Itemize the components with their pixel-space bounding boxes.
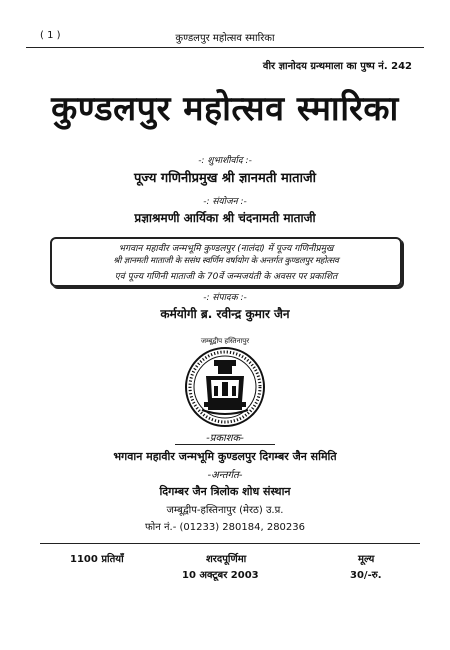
under-label: -अन्तर्गत- — [207, 470, 243, 481]
coordination-label: -: संयोजन :- — [203, 197, 247, 207]
occasion-day: शरदपूर्णिमा — [206, 554, 247, 565]
page-number: ( 1 ) — [40, 30, 61, 41]
page-title: कुण्डलपुर महोत्सव स्मारिका — [51, 89, 399, 129]
price-label: मूल्य — [358, 554, 375, 565]
publisher-label: -प्रकाशक- — [175, 430, 275, 445]
institution-seal-icon — [184, 346, 266, 428]
publication-date: 10 अक्टूबर 2003 — [182, 570, 259, 581]
phone-line: फोन नं.- (01233) 280184, 280236 — [144, 522, 306, 533]
occasion-line-1: भगवान महावीर जन्मभूमि कुण्डलपुर (नालंदा) में पूज्य गणिनीप्रमुख — [118, 244, 334, 254]
emblem-caption: जम्बूद्वीप हस्तिनापुर — [200, 337, 250, 345]
occasion-line-2: श्री ज्ञानमती माताजी के ससंघ स्वर्णिम वर्षायोग के अन्तर्गत कुण्डलपुर महोत्सव — [113, 256, 339, 266]
publisher-name: भगवान महावीर जन्मभूमि कुण्डलपुर दिगम्बर जैन समिति — [113, 450, 337, 463]
coordination-name: प्रज्ञाश्रमणी आर्यिका श्री चंदनामती माताजी — [134, 211, 316, 225]
editor-name: कर्मयोगी ब्र. रवीन्द्र कुमार जैन — [160, 307, 290, 321]
header-rule — [26, 47, 424, 48]
copies-count: 1100 प्रतियाँ — [70, 554, 124, 565]
blessing-name: पूज्य गणिनीप्रमुख श्री ज्ञानमती माताजी — [134, 171, 316, 186]
blessing-label: -: शुभाशीर्वाद :- — [198, 156, 252, 166]
occasion-line-3: एवं पूज्य गणिनी माताजी के 70वें जन्मजयंती के अवसर पर प्रकाशित — [114, 272, 338, 282]
editor-label: -: संपादक :- — [203, 293, 247, 303]
running-title: कुण्डलपुर महोत्सव स्मारिका — [175, 33, 275, 44]
institute-name: दिगम्बर जैन त्रिलोक शोध संस्थान — [159, 485, 291, 498]
price-value: 30/-रु. — [350, 570, 382, 581]
address-line: जम्बूद्वीप-हस्तिनापुर (मेरठ) उ.प्र. — [166, 505, 284, 516]
series-line: वीर ज्ञानोदय ग्रन्थमाला का पुष्प नं. 242 — [262, 61, 412, 72]
footer-rule — [40, 543, 420, 544]
occasion-box — [50, 237, 402, 287]
running-header — [26, 30, 424, 46]
